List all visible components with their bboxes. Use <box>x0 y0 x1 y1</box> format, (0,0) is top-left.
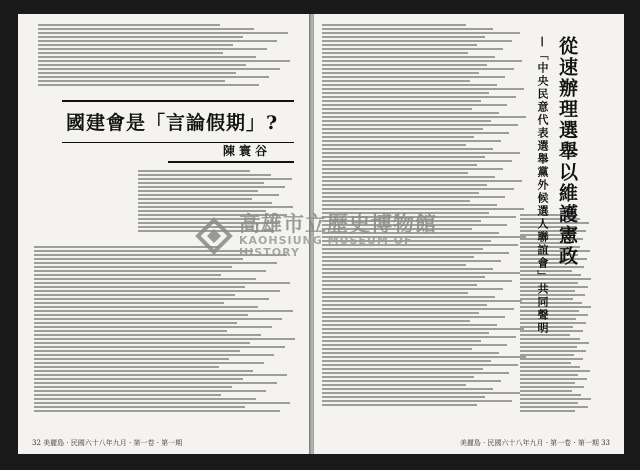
text-line <box>34 286 245 288</box>
text-line <box>38 80 225 82</box>
text-line <box>34 406 245 408</box>
text-line <box>322 312 479 314</box>
text-line <box>520 362 571 364</box>
text-line <box>34 370 253 372</box>
text-line <box>322 356 526 358</box>
museum-logo-icon <box>195 217 233 255</box>
text-line <box>34 306 258 308</box>
text-line <box>520 370 590 372</box>
text-line <box>34 366 219 368</box>
text-line <box>322 120 491 122</box>
text-line <box>138 170 250 172</box>
text-line <box>322 400 512 402</box>
text-line <box>322 52 468 54</box>
text-line <box>38 24 220 26</box>
text-line <box>38 64 246 66</box>
text-line <box>322 276 485 278</box>
text-line <box>138 186 285 188</box>
text-line <box>520 274 581 276</box>
text-line <box>322 264 466 266</box>
text-line <box>322 48 503 50</box>
text-line <box>34 278 256 280</box>
statement-subtitle: —「中央民意代表選舉黨外候選人聯誼會」共同聲明 <box>536 36 549 335</box>
text-line <box>34 386 232 388</box>
text-line <box>138 182 264 184</box>
text-line <box>322 292 468 294</box>
text-line <box>34 262 277 264</box>
text-line <box>322 288 503 290</box>
text-line <box>322 380 501 382</box>
text-line <box>38 48 267 50</box>
text-line <box>322 80 470 82</box>
text-line <box>34 390 266 392</box>
text-line <box>322 104 507 106</box>
text-line <box>34 310 293 312</box>
text-line <box>322 316 505 318</box>
text-line <box>322 92 489 94</box>
text-line <box>34 374 287 376</box>
text-line <box>34 326 272 328</box>
text-line <box>322 200 470 202</box>
text-line <box>322 296 495 298</box>
text-line <box>38 76 269 78</box>
text-line <box>520 374 578 376</box>
text-line <box>520 378 587 380</box>
text-line <box>322 28 493 30</box>
text-line <box>322 140 501 142</box>
text-line <box>520 386 584 388</box>
text-line <box>34 350 240 352</box>
text-line <box>38 28 254 30</box>
text-line <box>322 36 485 38</box>
text-line <box>322 144 466 146</box>
text-line <box>38 40 277 42</box>
text-line <box>322 268 493 270</box>
text-line <box>322 156 485 158</box>
text-line <box>34 270 266 272</box>
text-line <box>322 100 481 102</box>
text-line <box>322 116 526 118</box>
text-line <box>38 60 290 62</box>
text-line <box>34 410 280 412</box>
text-line <box>520 294 585 296</box>
text-line <box>138 174 271 176</box>
text-line <box>34 398 256 400</box>
text-line <box>38 52 223 54</box>
text-line <box>322 272 520 274</box>
text-line <box>520 286 588 288</box>
text-line <box>520 314 588 316</box>
text-line <box>38 68 280 70</box>
museum-watermark <box>195 213 455 259</box>
watermark-chinese-text: 高雄市立歷史博物館 <box>239 212 437 237</box>
text-line <box>322 176 495 178</box>
text-line <box>34 290 280 292</box>
text-line <box>34 382 277 384</box>
text-line <box>38 32 288 34</box>
text-line <box>322 280 512 282</box>
text-column <box>38 24 298 92</box>
text-line <box>34 282 290 284</box>
left-top-columns <box>38 24 298 92</box>
text-line <box>34 330 227 332</box>
text-line <box>322 132 509 134</box>
text-line <box>34 378 243 380</box>
text-line <box>322 336 516 338</box>
text-line <box>322 284 477 286</box>
text-line <box>34 246 219 248</box>
text-line <box>38 56 256 58</box>
watermark-english-text: KAOHSIUNG MUSEUM OF HISTORY <box>239 234 413 260</box>
text-line <box>322 340 481 342</box>
text-line <box>34 358 229 360</box>
text-line <box>34 342 250 344</box>
text-line <box>322 84 497 86</box>
text-line <box>322 164 477 166</box>
text-line <box>34 318 282 320</box>
text-line <box>38 84 259 86</box>
text-column <box>34 246 298 422</box>
text-line <box>520 358 583 360</box>
text-line <box>520 354 574 356</box>
text-line <box>322 32 520 34</box>
text-line <box>322 108 472 110</box>
text-line <box>322 368 483 370</box>
text-line <box>322 300 522 302</box>
text-line <box>322 392 520 394</box>
text-line <box>34 346 285 348</box>
text-line <box>322 352 499 354</box>
text-line <box>34 266 232 268</box>
text-line <box>322 320 470 322</box>
text-line <box>520 398 591 400</box>
text-line <box>322 308 514 310</box>
text-line <box>322 192 479 194</box>
text-line <box>322 24 466 26</box>
text-line <box>322 180 522 182</box>
text-line <box>520 390 572 392</box>
text-line <box>34 274 221 276</box>
text-line <box>520 402 578 404</box>
right-footer: 美麗島 · 民國六十八年九月 · 第一卷 · 第一期 33 <box>459 439 610 447</box>
text-line <box>520 322 586 324</box>
text-line <box>322 384 466 386</box>
text-line <box>322 360 491 362</box>
text-line <box>322 88 524 90</box>
text-line <box>322 96 516 98</box>
text-line <box>520 410 575 412</box>
text-line <box>520 406 588 408</box>
text-line <box>520 342 589 344</box>
text-line <box>34 302 224 304</box>
text-line <box>520 306 591 308</box>
text-line <box>322 260 501 262</box>
text-line <box>38 72 236 74</box>
text-line <box>322 404 477 406</box>
text-line <box>322 304 487 306</box>
text-line <box>322 160 512 162</box>
text-line <box>322 136 474 138</box>
text-line <box>520 346 577 348</box>
text-line <box>322 372 509 374</box>
text-line <box>138 194 279 196</box>
text-line <box>520 338 580 340</box>
text-line <box>322 172 468 174</box>
text-line <box>138 198 252 200</box>
statement-title: 從速辦理選舉以維護憲政 <box>556 36 578 267</box>
text-line <box>520 394 581 396</box>
text-line <box>322 56 495 58</box>
text-line <box>520 330 583 332</box>
text-line <box>34 354 274 356</box>
text-line <box>520 302 582 304</box>
text-line <box>322 124 518 126</box>
text-line <box>322 396 485 398</box>
text-line <box>322 128 483 130</box>
text-line <box>34 362 264 364</box>
text-line <box>38 36 243 38</box>
text-line <box>34 314 248 316</box>
text-line <box>520 366 580 368</box>
left-bottom-columns <box>34 246 298 422</box>
text-line <box>322 148 493 150</box>
text-line <box>322 364 518 366</box>
text-line <box>322 332 489 334</box>
text-line <box>322 184 487 186</box>
text-line <box>322 152 520 154</box>
text-line <box>322 76 505 78</box>
text-line <box>322 68 514 70</box>
text-line <box>322 388 493 390</box>
text-line <box>38 44 233 46</box>
text-line <box>322 376 474 378</box>
text-line <box>322 64 487 66</box>
text-line <box>34 338 295 340</box>
text-line <box>322 188 514 190</box>
article-author: 陳寰谷 <box>223 144 272 158</box>
text-line <box>138 206 293 208</box>
text-line <box>34 294 235 296</box>
text-line <box>138 178 292 180</box>
text-line <box>322 344 507 346</box>
text-line <box>34 402 290 404</box>
author-rule <box>168 161 294 163</box>
text-line <box>138 202 272 204</box>
text-line <box>322 40 512 42</box>
article-title-box <box>62 100 294 143</box>
text-line <box>34 334 261 336</box>
text-line <box>322 328 524 330</box>
text-line <box>322 44 477 46</box>
text-line <box>34 322 237 324</box>
text-line <box>34 394 221 396</box>
text-line <box>322 72 479 74</box>
text-line <box>322 60 522 62</box>
text-line <box>322 196 505 198</box>
left-footer: 32 美麗島 · 民國六十八年九月 · 第一卷 · 第一期 <box>32 439 183 447</box>
text-line <box>34 298 269 300</box>
text-line <box>322 208 524 210</box>
text-line <box>520 350 586 352</box>
text-line <box>322 168 503 170</box>
text-line <box>322 204 497 206</box>
text-line <box>322 348 472 350</box>
text-line <box>138 190 258 192</box>
text-line <box>520 278 591 280</box>
text-line <box>322 112 499 114</box>
text-line <box>322 324 497 326</box>
article-title: 國建會是「言論假期」? <box>66 112 279 134</box>
text-line <box>520 382 575 384</box>
